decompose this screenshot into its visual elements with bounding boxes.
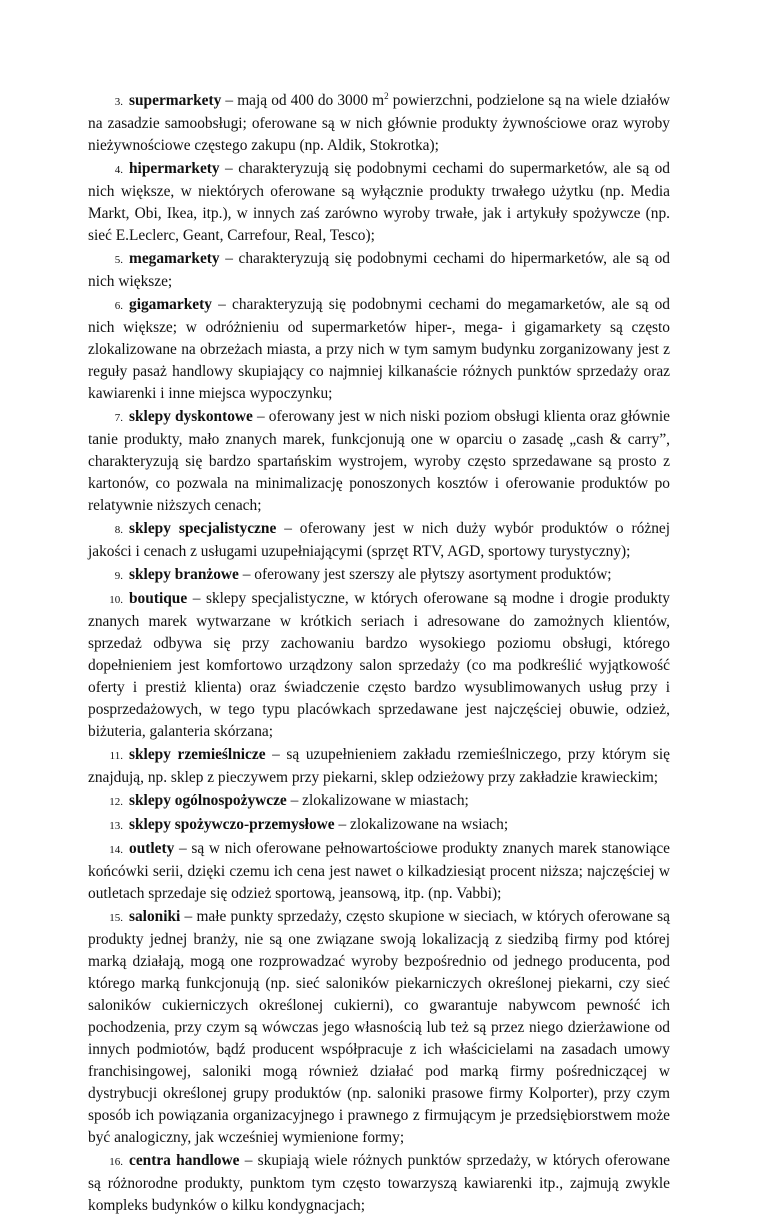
item-text: – oferowany jest szerszy ale płytszy asortyment produktów; [238,566,612,583]
item-term: sklepy specjalistyczne [129,520,277,537]
item-number: 6. [114,300,123,312]
item-number: 14. [109,844,123,856]
item-term: boutique [129,590,188,607]
item-number: 12. [109,796,123,808]
list-item [88,744,670,789]
item-term: outlety [129,840,175,857]
item-term: sklepy ogólnospożywcze [129,792,287,809]
item-term: sklepy dyskontowe [129,408,253,425]
item-term: sklepy rzemieślnicze [129,746,266,763]
item-term: hipermarkety [129,160,220,177]
item-text: – oferowany jest w nich niski poziom obsługi klienta oraz głównie tanie produkty, mało znanych marek, funkcjonują one w oparciu o zasadę „cash & carry”, charakteryzują się bardzo spartańskim wystrojem, wyroby często sprzedawane są prosto z kartonów, co pozwala na minimalizację ponoszonych kosztów i oferowanie produktów po relatywnie niższych cenach; [88,408,670,514]
item-number: 15. [109,912,123,924]
list-item [88,248,670,293]
item-text: – oferowany jest w nich duży wybór produktów o różnej jakości i cenach z usługami uzupełniającymi (sprzęt RTV, AGD, sportowy turystyczny); [88,520,670,560]
list-item [88,838,670,905]
item-number: 4. [114,164,123,176]
item-text: – skupiają wiele różnych punktów sprzedaży, w których oferowane są różnorodne produkty, punktom tym często towarzyszą kawiarenki itp., zajmują zwykle kompleks budynków o kilku kondygnacjach; [88,1152,671,1214]
list-item [88,814,670,837]
item-term: sklepy spożywczo-przemysłowe [129,816,335,833]
item-number: 9. [114,570,123,582]
list-item [88,406,670,517]
item-term: sklepy branżowe [129,566,239,583]
item-number: 5. [114,254,123,266]
item-text: – mają od 400 do 3000 m [221,92,385,109]
document-page [88,90,670,1218]
list-item [88,564,670,587]
superscript: 2 [384,90,389,101]
list-item [88,790,670,813]
item-term: centra handlowe [129,1152,240,1169]
list-item [88,1150,670,1217]
item-term: saloniki [129,908,181,925]
item-number: 8. [114,524,123,536]
list-item [88,90,670,157]
item-number: 10. [109,594,123,606]
item-text: – zlokalizowane na wsiach; [334,816,509,833]
item-text: – charakteryzują się podobnymi cechami do megamarketów, ale są od nich większe; w odróżnieniu od supermarketów hiper-, mega- i gigamarkety są często zlokalizowane na obrzeżach miasta, a przy nich w tym samym budynku zorganizowany jest z reguły pasaż handlowy skupiający co najmniej kilkanaście różnych punktów sprzedaży oraz kawiarenki i inne miejsca wypoczynku; [88,296,670,402]
item-term: gigamarkety [129,296,212,313]
item-number: 3. [114,96,123,108]
list-item [88,588,670,743]
item-text: – charakteryzują się podobnymi cechami do hipermarketów, ale są od nich większe; [88,250,670,290]
item-text: – charakteryzują się podobnymi cechami do supermarketów, ale są od nich większe, w niektórych oferowane są wyłącznie produkty trwałego użytku (np. Media Markt, Obi, Ikea, itp.), w innych zaś zarówno wyroby trwałe, jak i artykuły spożywcze (np. sieć E.Leclerc, Geant, Carrefour, Real, Tesco); [88,160,670,244]
item-text: – są uzupełnieniem zakładu rzemieślniczego, przy którym się znajdują, np. sklep z pieczywem przy piekarni, sklep odzieżowy przy zakładzie krawieckim; [88,746,670,786]
item-term: supermarkety [129,92,222,109]
list-item [88,294,670,405]
item-text: – są w nich oferowane pełnowartościowe produkty znanych marek stanowiące końcówki serii, dzięki czemu ich cena jest nawet o kilkadziesiąt procent niższa; najczęściej w outletach sprzedaje się odzież sportową, jeansową, itp. (np. Vabbi); [88,840,670,902]
item-text: powierzchni, podzielone są na wiele działów na zasadzie samoobsługi; oferowane są w nich głównie produkty żywnościowe oraz wyroby nieżywnościowe częstego zakupu (np. Aldik, Stokrotka); [88,92,670,154]
item-text: – małe punkty sprzedaży, często skupione w sieciach, w których oferowane są produkty jednej branży, nie są one związane swoją lokalizacją z siedzibą firmy pod której marką działają, mogą one rozprowadzać wyroby bezpośrednio od jednego producenta, pod którego marką funkcjonują (np. sieć saloników piekarniczych określonej piekarni, czy sieć saloników cukierniczych określonej cukierni), co gwarantuje nabywcom pewność ich pochodzenia, przy czym są wówczas jego własnością lub też są przez niego dzierżawione od innych podmiotów, bądź producent współpracuje z ich właścicielami na zasadach umowy franchisingowej, saloniki mogą również działać pod marką firmy pośredniczącej w dystrybucji określonej grupy produktów (np. saloniki prasowe firmy Kolporter), przy czym sposób ich powiązania organizacyjnego i prawnego z firmującym je przedsiębiorstwem może być analogiczny, jak wcześniej wymienione formy; [88,908,670,1146]
item-number: 13. [109,820,123,832]
list-item [88,906,670,1149]
item-number: 16. [109,1156,123,1168]
item-term: megamarkety [129,250,220,267]
item-number: 7. [114,412,123,424]
item-number: 11. [109,750,123,762]
list-item [88,518,670,563]
list-item [88,158,670,247]
item-text: – sklepy specjalistyczne, w których oferowane są modne i drogie produkty znanych marek wytwarzane w krótkich seriach i adresowane do zamożnych klientów, sprzedaż odbywa się przy zachowaniu bardzo wysokiego poziomu obsługi, którego dopełnieniem jest komfortowo urządzony salon sprzedaży (co ma podkreślić wyjątkowość oferty i prestiż klienta) oraz świadczenie często bardzo wysublimowanych usług przy i posprzedażowych, w tego typu placówkach sprzedawane jest najczęściej obuwie, odzież, biżuteria, galanteria skórzana; [88,590,670,740]
item-text: – zlokalizowane w miastach; [286,792,469,809]
